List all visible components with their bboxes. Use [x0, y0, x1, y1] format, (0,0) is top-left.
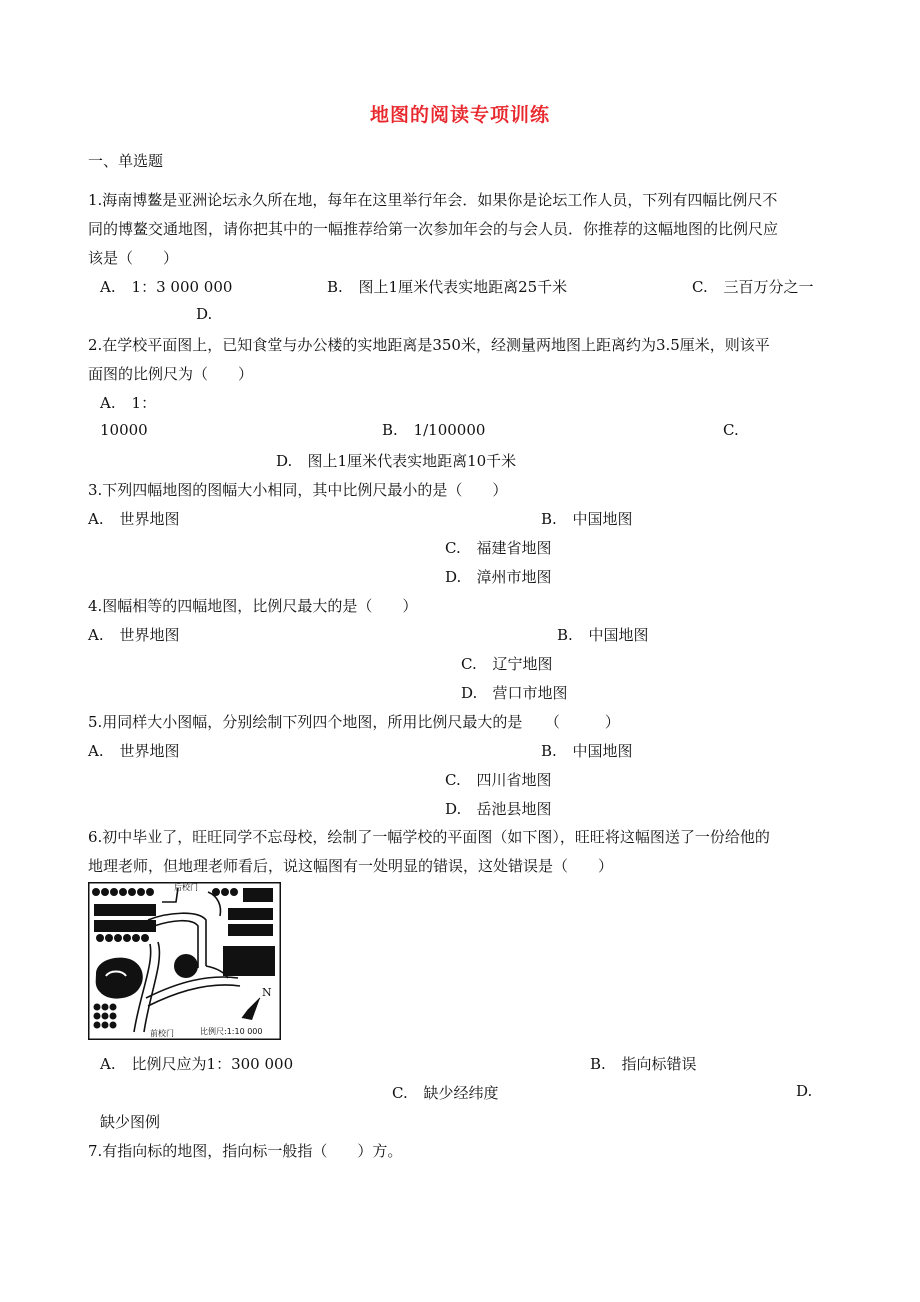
- option-text: 世界地图: [119, 626, 180, 644]
- q6-line-2: 地理老师，但地理老师看后，说这幅图有一处明显的错误，这处错误是（ ）: [88, 857, 614, 875]
- option-letter: D.: [196, 305, 213, 323]
- option-letter: B.: [327, 278, 343, 296]
- option-letter: B.: [590, 1055, 606, 1073]
- option-letter: C.: [392, 1084, 408, 1102]
- q2-option-c[interactable]: [723, 421, 745, 439]
- q4-option-d[interactable]: [461, 682, 568, 703]
- option-text: 1/100000: [413, 421, 486, 439]
- round-building: [174, 954, 198, 978]
- q5-option-d[interactable]: [445, 798, 552, 819]
- q5-line-1: 5.用同样大小图幅，分别绘制下列四个地图，所用比例尺最大的是 （ ）: [88, 713, 620, 731]
- page-title: 地图的阅读专项训练: [369, 104, 550, 126]
- option-letter: C.: [445, 539, 461, 557]
- q1-line-1: 1.海南博鳌是亚洲论坛永久所在地，每年在这里举行年会．如果你是论坛工作人员，下列有四幅比例尺不: [88, 191, 778, 209]
- option-text: 中国地图: [588, 626, 649, 644]
- top-gate-label: 后校门: [174, 883, 198, 892]
- q2-option-a[interactable]: [100, 392, 156, 413]
- option-letter: B.: [541, 510, 557, 528]
- option-letter: A.: [88, 510, 104, 528]
- q4-option-b[interactable]: [557, 624, 649, 645]
- q4-option-a[interactable]: [88, 624, 180, 645]
- option-letter: D.: [796, 1082, 813, 1100]
- q5-option-c[interactable]: [445, 769, 552, 790]
- option-letter: C.: [461, 655, 477, 673]
- option-letter: A.: [100, 394, 116, 412]
- q3-option-c[interactable]: [445, 537, 552, 558]
- option-letter: B.: [557, 626, 573, 644]
- q3-option-b[interactable]: [541, 508, 633, 529]
- option-text: 图上1厘米代表实地距离25千米: [358, 278, 568, 296]
- option-letter: D.: [445, 800, 462, 818]
- option-text: 岳池县地图: [476, 800, 552, 818]
- option-text: 1：: [131, 394, 157, 412]
- option-text: 三百万分之一: [723, 278, 814, 296]
- q3-option-d[interactable]: [445, 566, 552, 587]
- option-text: 辽宁地图: [492, 655, 553, 673]
- option-text: 中国地图: [572, 742, 633, 760]
- section-heading: 一、单选题: [88, 152, 164, 170]
- option-text: 1：3 000 000: [131, 278, 233, 296]
- option-text: 福建省地图: [476, 539, 552, 557]
- option-text: 中国地图: [572, 510, 633, 528]
- option-text: 世界地图: [119, 510, 180, 528]
- q4-line-1: 4.图幅相等的四幅地图，比例尺最大的是（ ）: [88, 597, 418, 615]
- q3-line-1: 3.下列四幅地图的图幅大小相同，其中比例尺最小的是（ ）: [88, 481, 508, 499]
- q1-option-d[interactable]: [196, 305, 218, 323]
- option-letter: B.: [382, 421, 398, 439]
- q2-option-a-continued: 10000: [100, 421, 148, 439]
- q2-option-d[interactable]: [276, 450, 516, 471]
- option-text: 比例尺应为1：300 000: [131, 1055, 294, 1073]
- q6-option-b[interactable]: [590, 1053, 697, 1074]
- option-text: 漳州市地图: [476, 568, 552, 586]
- option-letter: A.: [100, 1055, 116, 1073]
- option-letter: A.: [88, 626, 104, 644]
- q1-option-a[interactable]: [100, 276, 232, 297]
- q5-option-b[interactable]: [541, 740, 633, 761]
- q4-option-c[interactable]: [461, 653, 553, 674]
- q1-line-3: 该是（ ）: [88, 249, 179, 267]
- option-letter: C.: [692, 278, 708, 296]
- option-text: 四川省地图: [476, 771, 552, 789]
- q6-option-a[interactable]: [100, 1053, 293, 1074]
- q7-line-1: 7.有指向标的地图，指向标一般指（ ）方。: [88, 1142, 403, 1160]
- option-letter: B.: [541, 742, 557, 760]
- option-text: 图上1厘米代表实地距离10千米: [307, 452, 517, 470]
- option-text: 营口市地图: [492, 684, 568, 702]
- option-letter: D.: [445, 568, 462, 586]
- option-letter: D.: [461, 684, 478, 702]
- q5-option-a[interactable]: [88, 740, 180, 761]
- q2-option-b[interactable]: [382, 421, 485, 439]
- q2-line-2: 面图的比例尺为（ ）: [88, 365, 254, 383]
- option-letter: C.: [723, 421, 739, 439]
- q6-option-d-text: 缺少图例: [100, 1113, 161, 1131]
- option-letter: A.: [88, 742, 104, 760]
- q1-line-2: 同的博鳌交通地图，请你把其中的一幅推荐给第一次参加年会的与会人员．你推荐的这幅地图的比例尺应: [88, 220, 779, 238]
- north-label: N: [262, 986, 272, 999]
- option-text: 指向标错误: [621, 1055, 697, 1073]
- option-letter: A.: [100, 278, 116, 296]
- option-letter: C.: [445, 771, 461, 789]
- q1-option-b[interactable]: [327, 276, 567, 297]
- option-text: 缺少经纬度: [423, 1084, 499, 1102]
- q6-line-1: 6.初中毕业了，旺旺同学不忘母校，绘制了一幅学校的平面图（如下图），旺旺将这幅图送了一份给他的: [88, 828, 770, 846]
- q2-line-1: 2.在学校平面图上，已知食堂与办公楼的实地距离是350米，经测量两地图上距离约为3.5厘米，则该平: [88, 336, 770, 354]
- scale-label: 比例尺:1:10 000: [200, 1027, 263, 1036]
- option-letter: D.: [276, 452, 293, 470]
- q1-option-c[interactable]: [692, 276, 814, 297]
- front-gate-label: 前校门: [150, 1029, 174, 1038]
- school-plan-map-figure: [88, 882, 281, 1040]
- school-plan-map: [88, 882, 281, 1040]
- option-text: 世界地图: [119, 742, 180, 760]
- q3-option-a[interactable]: [88, 508, 180, 529]
- q6-option-d[interactable]: [796, 1082, 818, 1100]
- q6-option-c[interactable]: [392, 1082, 499, 1103]
